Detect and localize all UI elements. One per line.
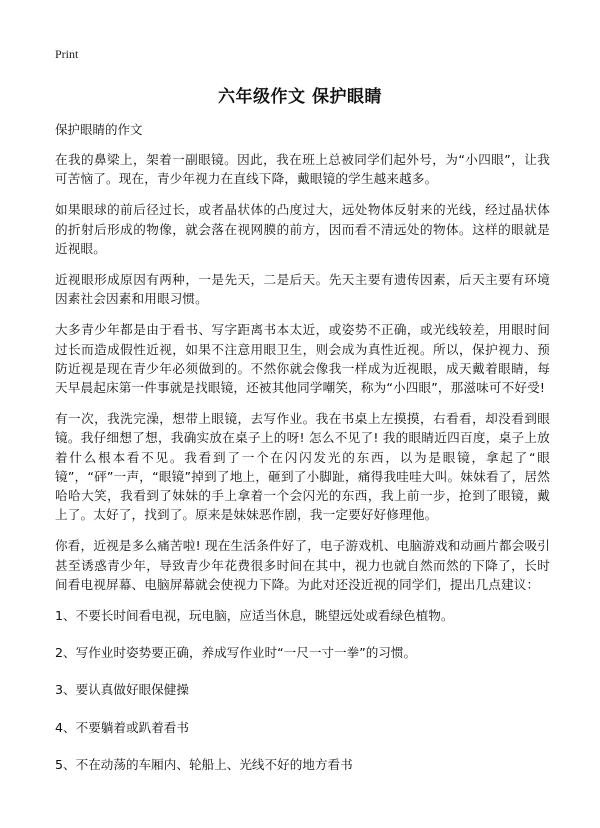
paragraph: 在我的鼻梁上，架着一副眼镜。因此，我在班上总被同学们起外号，为“小四眼”，让我可苦恼了。现在，青少年视力在直线下降，戴眼镜的学生越来越多。 bbox=[55, 152, 550, 187]
suggestion-item: 5、不在动荡的车厢内、轮船上、光线不好的地方看书 bbox=[55, 756, 353, 772]
suggestion-list bbox=[55, 606, 550, 774]
suggestion-item: 1、不要长时间看电视，玩电脑，应适当休息，眺望远处或看绿色植物。 bbox=[55, 608, 454, 624]
paragraph: 有一次，我洗完澡，想带上眼镜，去写作业。我在书桌上左摸摸，右看看，却没看到眼镜。我仔细想了想，我确实放在桌子上的呀! 怎么不见了! 我的眼睛近四百度，桌子上放着什么根本看不见。我看到了一个在闪闪发光的东西，以为是眼镜，拿起了“眼镜”，“砰”一声，“眼镜”掉到了地上，砸到了小脚趾，痛得我哇哇大叫。妹妹看了，居然哈哈大笑，我看到了妹妹的手上拿着一个会闪光的东西，我上前一步，抢到了眼镜，戴上了。太好了，找到了。原来是妹妹恶作剧，我一定要好好修理他。 bbox=[55, 411, 550, 523]
suggestion-item: 3、要认真做好眼保健操 bbox=[55, 682, 189, 698]
article-subtitle: 保护眼睛的作文 bbox=[55, 122, 143, 137]
print-link[interactable]: Print bbox=[55, 47, 79, 61]
page-title: 六年级作文 保护眼睛 bbox=[218, 87, 382, 107]
article-body bbox=[55, 150, 550, 792]
paragraph: 如果眼球的前后径过长，或者晶状体的凸度过大，远处物体反射来的光线，经过晶状体的折射后形成的物像，就会落在视网膜的前方，因而看不清远处的物体。这样的眼就是近视眼。 bbox=[55, 202, 550, 256]
paragraph: 你看，近视是多么痛苦啦! 现在生活条件好了，电子游戏机、电脑游戏和动画片都会吸引甚至诱惑青少年，导致青少年花费很多时间在其中，视力也就自然而然的下降了，长时间看电视屏幕、电脑屏幕就会使视力下降。为此对还没近视的同学们，提出几点建议： bbox=[55, 538, 550, 592]
suggestion-item: 2、写作业时姿势要正确，养成写作业时“一尺一寸一拳”的习惯。 bbox=[55, 645, 417, 661]
suggestion-item: 4、不要躺着或趴着看书 bbox=[55, 719, 189, 735]
paragraph: 大多青少年都是由于看书、写字距离书本太近，或姿势不正确，或光线较差，用眼时间过长而造成假性近视，如果不注意用眼卫生，则会成为真性近视。所以，保护视力、预防近视是现在青少年必须做到的。不然你就会像我一样成为近视眼，成天戴着眼睛，每天早晨起床第一件事就是找眼镜，还被其他同学嘲笑，称为“小四眼”，那滋味可不好受! bbox=[55, 322, 550, 396]
paragraph: 近视眼形成原因有两种，一是先天，二是后天。先天主要有遗传因素，后天主要有环境因素社会因素和用眼习惯。 bbox=[55, 272, 550, 307]
